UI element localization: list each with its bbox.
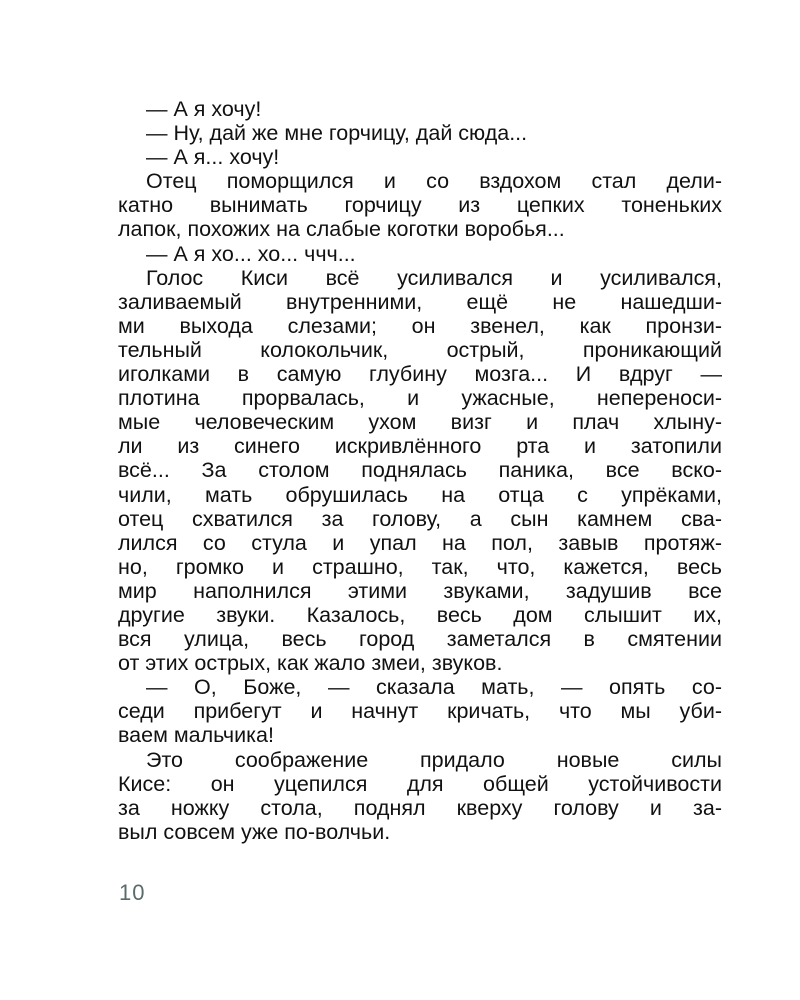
text-line: Голос Киси всё усиливался и усиливался, bbox=[146, 265, 722, 290]
text-line: другие звуки. Казалось, весь дом слышит их, bbox=[118, 602, 722, 627]
text-line: чили, мать обрушилась на отца с упрёками, bbox=[118, 482, 722, 507]
text-line: Отец поморщился и со вздохом стал дели- bbox=[146, 169, 722, 194]
text-line: лапок, похожих на слабые коготки воробья... bbox=[118, 217, 565, 242]
text-line: за ножку стола, поднял кверху голову и за- bbox=[118, 795, 722, 820]
text-line: ли из синего искривлённого рта и затопили bbox=[118, 434, 722, 459]
text-line: — А я... хочу! bbox=[146, 145, 280, 170]
text-line: заливаемый внутренними, ещё не нашедши- bbox=[118, 289, 722, 314]
text-line: отец схватился за голову, а сын камнем сва- bbox=[118, 506, 722, 531]
text-line: Это соображение придало новые силы bbox=[146, 747, 722, 772]
text-line: всё... За столом поднялась паника, все вско- bbox=[118, 458, 722, 483]
text-line: — А я хо... хо... ччч... bbox=[146, 241, 356, 266]
text-line: плотина прорвалась, и ужасные, непереноси- bbox=[118, 386, 722, 411]
text-line: — Ну, дай же мне горчицу, дай сюда... bbox=[146, 121, 528, 146]
text-line: Кисе: он уцепился для общей устойчивости bbox=[118, 771, 722, 796]
text-line: иголками в самую глубину мозга... И вдруг — bbox=[118, 362, 722, 387]
text-line: мир наполнился этими звуками, задушив все bbox=[118, 578, 722, 603]
text-line: лился со стула и упал на пол, завыв протяж- bbox=[118, 530, 722, 555]
text-line: ми выхода слезами; он звенел, как пронзи- bbox=[118, 313, 722, 338]
text-line: седи прибегут и начнут кричать, что мы уби- bbox=[118, 699, 722, 724]
text-line: но, громко и страшно, так, что, кажется, весь bbox=[118, 554, 722, 579]
text-line: выл совсем уже по-волчьи. bbox=[118, 819, 391, 844]
body-text bbox=[118, 97, 722, 844]
page-number: 10 bbox=[119, 880, 146, 905]
text-line: тельный колокольчик, острый, проникающий bbox=[118, 337, 722, 362]
text-line: — А я хочу! bbox=[146, 97, 262, 121]
text-line: от этих острых, как жало змеи, звуков. bbox=[118, 651, 503, 676]
text-line: — О, Боже, — сказала мать, — опять со- bbox=[146, 675, 722, 700]
text-line: мые человеческим ухом визг и плач хлыну- bbox=[118, 410, 722, 435]
text-line: катно вынимать горчицу из цепких тоненьких bbox=[118, 193, 722, 218]
text-line: вся улица, весь город заметался в смятении bbox=[118, 627, 722, 652]
text-line: ваем мальчика! bbox=[118, 723, 274, 748]
